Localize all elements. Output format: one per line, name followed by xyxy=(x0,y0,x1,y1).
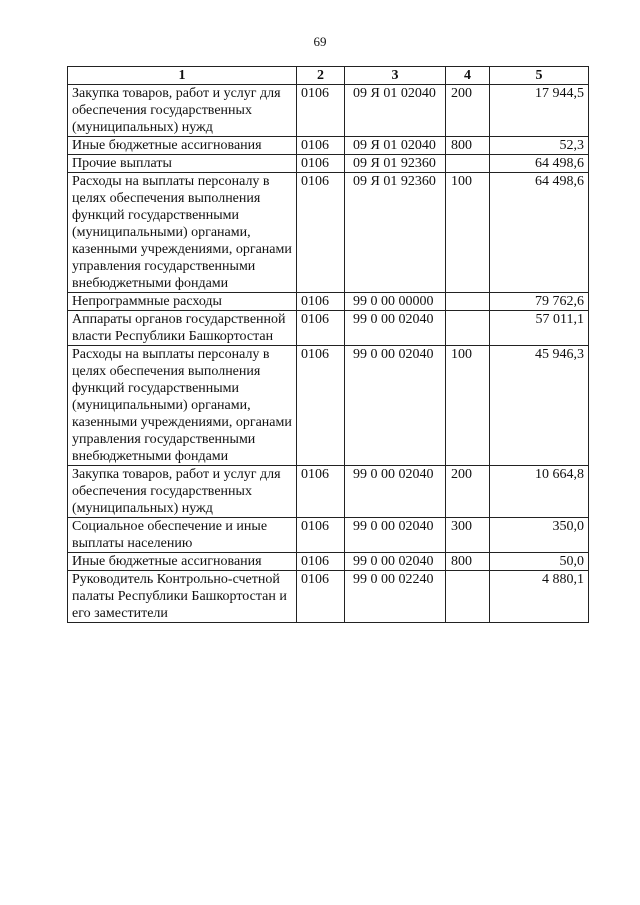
column-header-3: 3 xyxy=(345,67,446,85)
table-row xyxy=(68,571,589,623)
section-code: 0106 xyxy=(297,173,345,293)
table-row xyxy=(68,137,589,155)
target-code: 99 0 00 02240 xyxy=(345,571,446,623)
table-row xyxy=(68,311,589,346)
expense-name: Руководитель Контрольно-счетной палаты Республики Башкортостан и его заместители xyxy=(68,571,297,623)
amount: 64 498,6 xyxy=(490,155,589,173)
target-code: 09 Я 01 92360 xyxy=(345,155,446,173)
expense-name: Прочие выплаты xyxy=(68,155,297,173)
expense-name: Иные бюджетные ассигнования xyxy=(68,137,297,155)
column-header-1: 1 xyxy=(68,67,297,85)
expense-kind-code: 300 xyxy=(446,518,490,553)
expense-kind-code: 800 xyxy=(446,553,490,571)
amount: 4 880,1 xyxy=(490,571,589,623)
expense-name: Непрограммные расходы xyxy=(68,293,297,311)
expense-kind-code xyxy=(446,311,490,346)
column-header-4: 4 xyxy=(446,67,490,85)
expense-name: Закупка товаров, работ и услуг для обеспечения государственных (муниципальных) нужд xyxy=(68,466,297,518)
expense-name: Социальное обеспечение и иные выплаты населению xyxy=(68,518,297,553)
expense-name: Расходы на выплаты персоналу в целях обеспечения выполнения функций государственными (муниципальными) органами, казенными учреждениями, органами управления государственными внебюджетными фондами xyxy=(68,173,297,293)
table-row xyxy=(68,85,589,137)
table-row xyxy=(68,518,589,553)
expense-kind-code xyxy=(446,155,490,173)
expense-kind-code: 800 xyxy=(446,137,490,155)
expense-name: Иные бюджетные ассигнования xyxy=(68,553,297,571)
expense-name: Закупка товаров, работ и услуг для обеспечения государственных (муниципальных) нужд xyxy=(68,85,297,137)
column-header-5: 5 xyxy=(490,67,589,85)
target-code: 99 0 00 02040 xyxy=(345,466,446,518)
table-row xyxy=(68,293,589,311)
amount: 17 944,5 xyxy=(490,85,589,137)
expense-kind-code: 200 xyxy=(446,85,490,137)
table-row xyxy=(68,346,589,466)
expense-name: Расходы на выплаты персоналу в целях обеспечения выполнения функций государственными (муниципальными) органами, казенными учреждениями, органами управления государственными внебюджетными фондами xyxy=(68,346,297,466)
target-code: 99 0 00 02040 xyxy=(345,346,446,466)
amount: 52,3 xyxy=(490,137,589,155)
column-header-2: 2 xyxy=(297,67,345,85)
amount: 57 011,1 xyxy=(490,311,589,346)
table-row xyxy=(68,466,589,518)
amount: 350,0 xyxy=(490,518,589,553)
amount: 64 498,6 xyxy=(490,173,589,293)
table-row xyxy=(68,155,589,173)
amount: 79 762,6 xyxy=(490,293,589,311)
section-code: 0106 xyxy=(297,466,345,518)
table-header-row xyxy=(68,67,589,85)
table-row xyxy=(68,553,589,571)
section-code: 0106 xyxy=(297,155,345,173)
target-code: 99 0 00 02040 xyxy=(345,311,446,346)
amount: 50,0 xyxy=(490,553,589,571)
amount: 45 946,3 xyxy=(490,346,589,466)
section-code: 0106 xyxy=(297,85,345,137)
expense-kind-code: 100 xyxy=(446,346,490,466)
section-code: 0106 xyxy=(297,137,345,155)
section-code: 0106 xyxy=(297,518,345,553)
target-code: 99 0 00 00000 xyxy=(345,293,446,311)
target-code: 99 0 00 02040 xyxy=(345,553,446,571)
expense-kind-code: 200 xyxy=(446,466,490,518)
expense-kind-code xyxy=(446,293,490,311)
section-code: 0106 xyxy=(297,571,345,623)
section-code: 0106 xyxy=(297,346,345,466)
target-code: 09 Я 01 02040 xyxy=(345,137,446,155)
section-code: 0106 xyxy=(297,311,345,346)
expense-kind-code xyxy=(446,571,490,623)
target-code: 09 Я 01 02040 xyxy=(345,85,446,137)
amount: 10 664,8 xyxy=(490,466,589,518)
expense-name: Аппараты органов государственной власти Республики Башкортостан xyxy=(68,311,297,346)
section-code: 0106 xyxy=(297,293,345,311)
page-number: 69 xyxy=(313,34,327,49)
budget-table xyxy=(67,66,589,623)
expense-kind-code: 100 xyxy=(446,173,490,293)
section-code: 0106 xyxy=(297,553,345,571)
table-row xyxy=(68,173,589,293)
target-code: 99 0 00 02040 xyxy=(345,518,446,553)
target-code: 09 Я 01 92360 xyxy=(345,173,446,293)
